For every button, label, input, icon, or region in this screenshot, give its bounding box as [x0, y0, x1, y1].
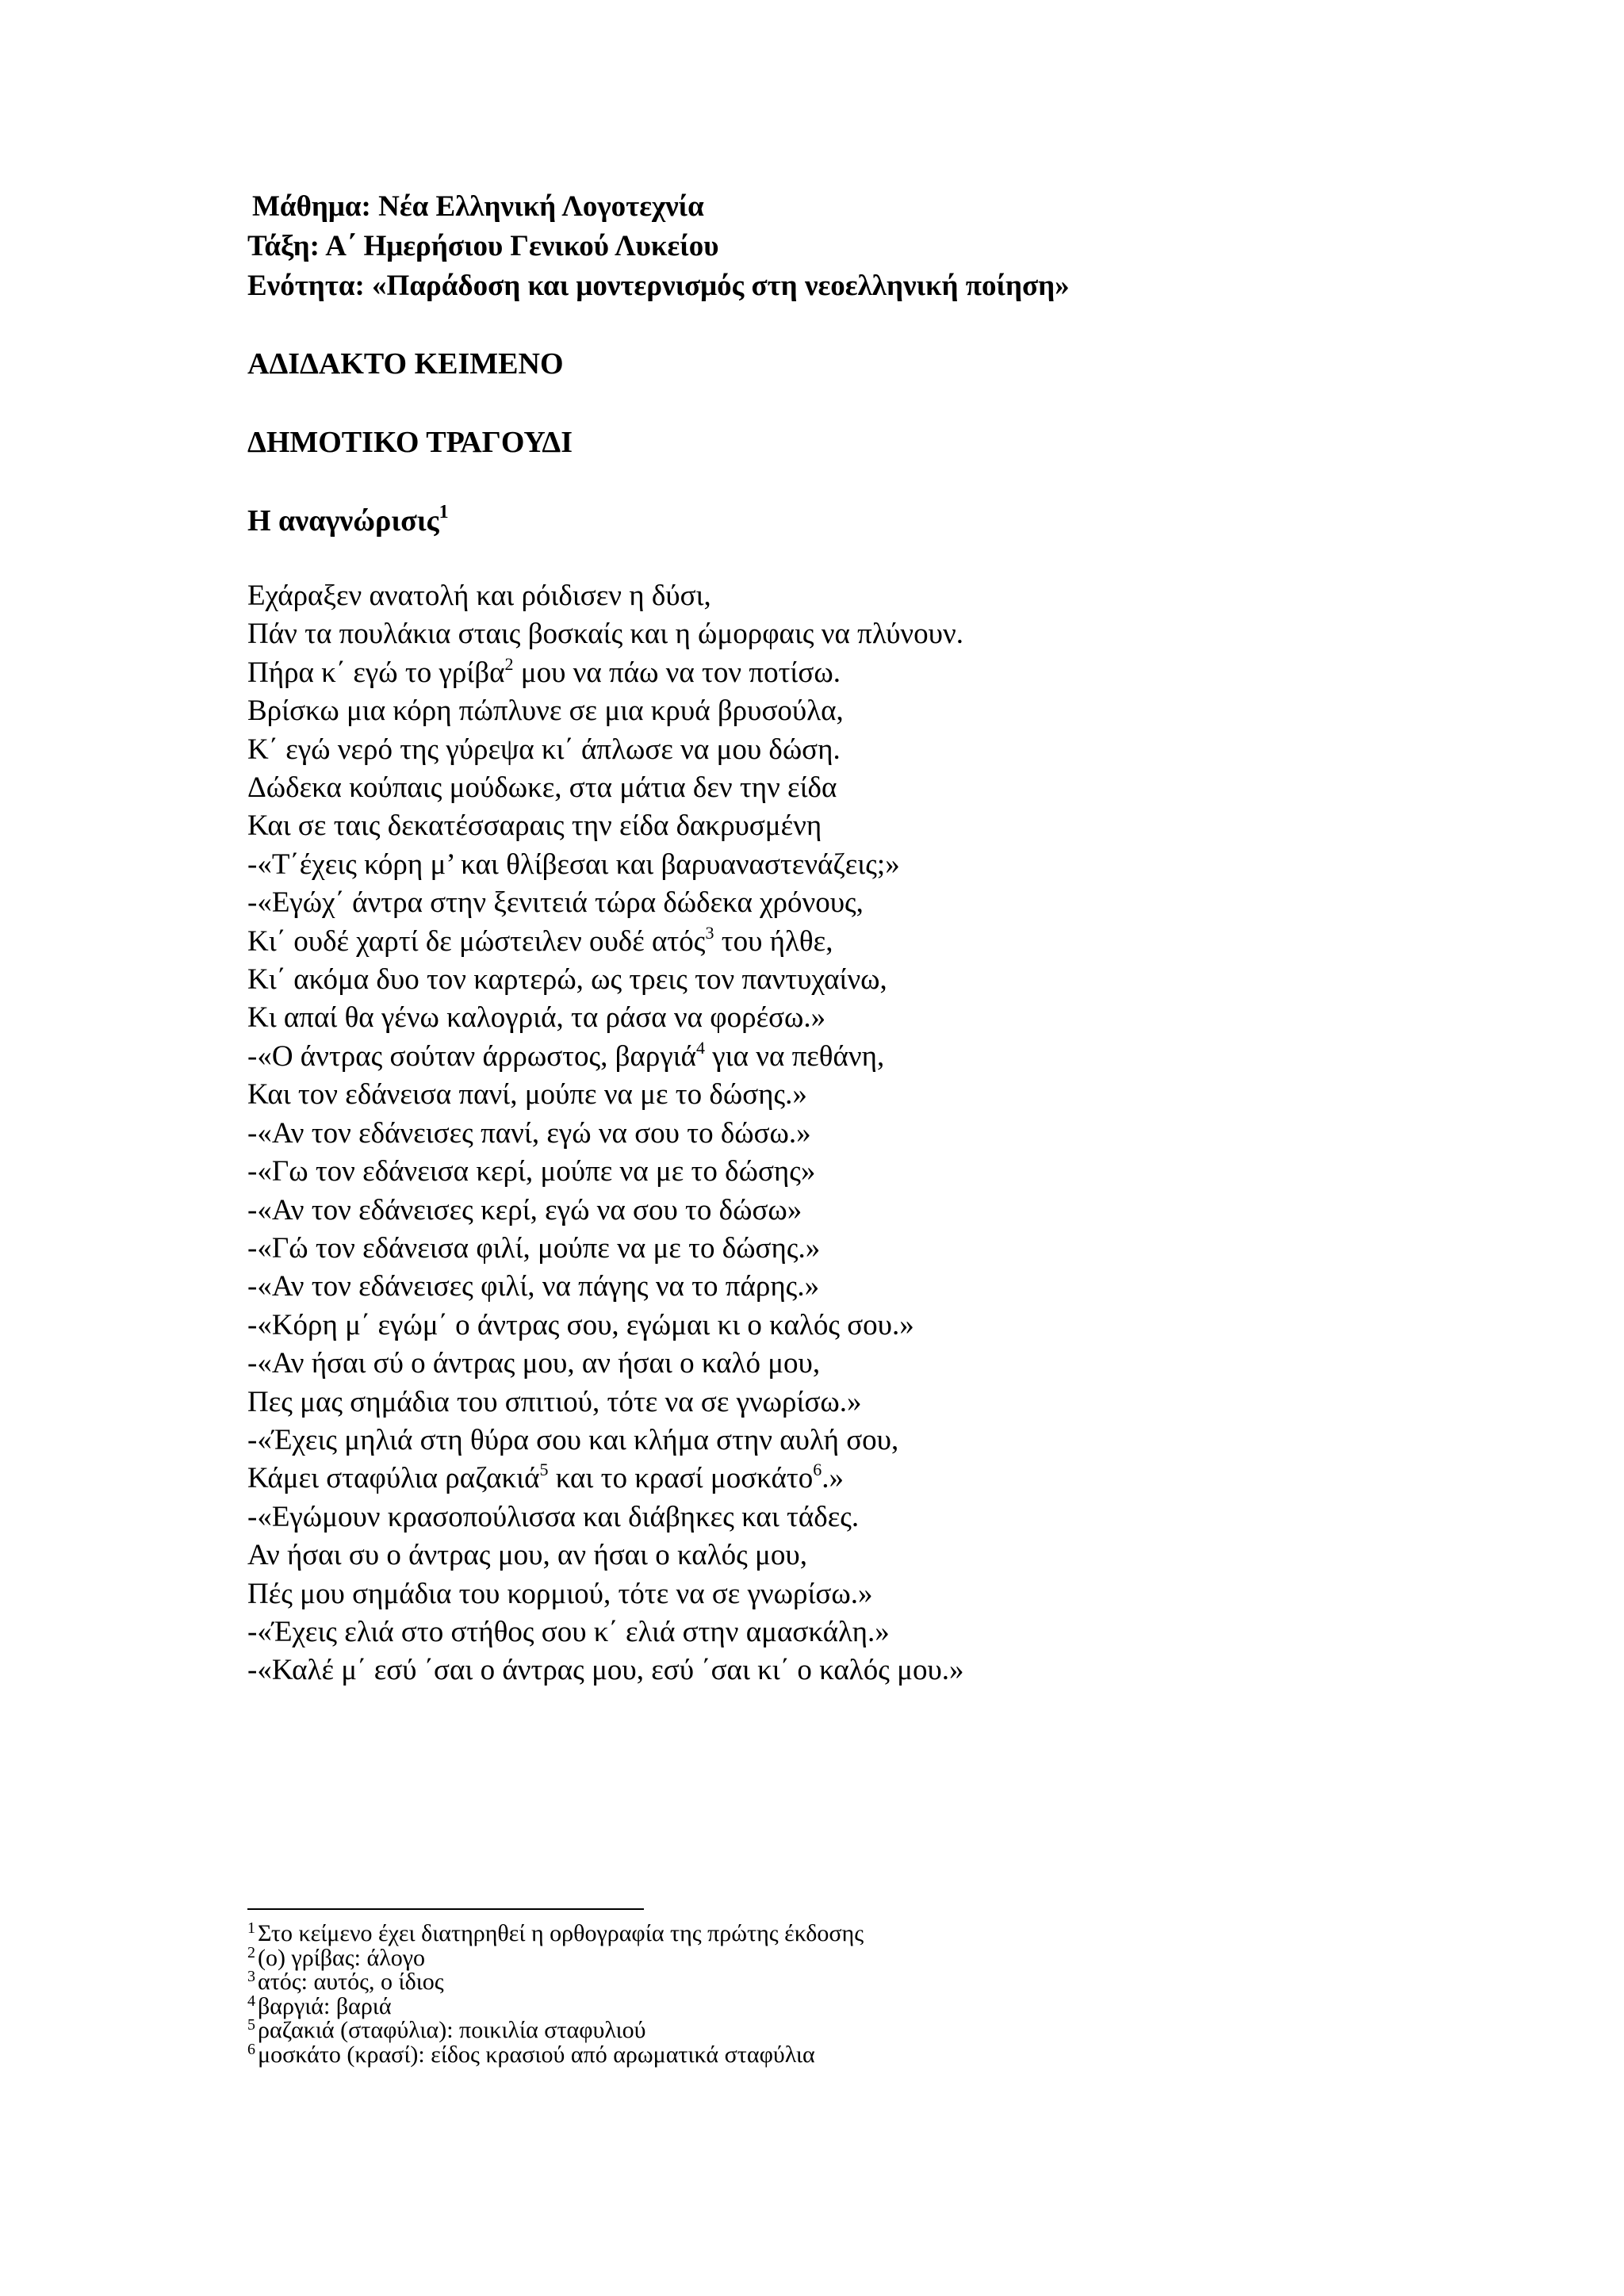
- poem-verse: [247, 1651, 964, 1689]
- verse-text: Κι απαί θα γένω καλογριά, τα ράσα να φορέσω.»: [247, 1001, 826, 1035]
- footnote-reference: 4: [696, 1037, 706, 1058]
- verse-text: Εχάραξεν ανατολή και ρόιδισεν η δύσι,: [247, 580, 711, 612]
- verse-text: Δώδεκα κούπαις μούδωκε, στα μάτια δεν την είδα: [247, 771, 837, 805]
- verse-text: -«Αν τον εδάνεισες φιλί, να πάγης να το πάρης.»: [247, 1270, 820, 1303]
- poem-verse: [247, 654, 964, 692]
- footnote-number: 6: [247, 2040, 255, 2058]
- document-header: [247, 187, 1070, 306]
- poem-verse: [247, 999, 964, 1037]
- verse-text: Και τον εδάνεισα πανί, μούπε να με το δώσης.»: [247, 1078, 807, 1112]
- verse-text: -«Έχεις ελιά στο στήθος σου κ΄ ελιά στην αμασκάλη.»: [247, 1615, 890, 1648]
- verse-text: Πήρα κ΄ εγώ το γρίβα: [247, 656, 505, 689]
- poem-verse: [247, 1153, 964, 1191]
- poem-verse: [247, 769, 964, 807]
- poem-verse: [247, 961, 964, 999]
- footnote-reference: 1: [439, 502, 449, 522]
- footnote-text: μοσκάτο (κρασί): είδος κρασιού από αρωματικά σταφύλια: [258, 2041, 815, 2068]
- poem-verse: [247, 1460, 964, 1498]
- footnote-item: [247, 2040, 864, 2068]
- verse-text: -«Εγώμουν κρασοπούλισσα και διάβηκες και τάδες.: [247, 1500, 860, 1533]
- poem-verse: [247, 807, 964, 845]
- folk-song-heading: ΔΗΜΟΤΙΚΟ ΤΡΑΓΟΥΔΙ: [247, 426, 573, 459]
- footnote-item: [247, 1970, 864, 1995]
- footnote-text: Στο κείμενο έχει διατηρηθεί η ορθογραφία της πρώτης έκδοσης: [258, 1920, 864, 1946]
- footnote-text: ραζακιά (σταφύλια): ποικιλία σταφυλιού: [258, 2017, 646, 2043]
- footnote-reference: 6: [813, 1460, 822, 1480]
- verse-text: Κάμει σταφύλια ραζακιά: [247, 1462, 540, 1495]
- verse-text: -«Αν τον εδάνεισες κερί, εγώ να σου το δώσω»: [247, 1193, 802, 1226]
- verse-text: -«Εγώχ΄ άντρα στην ξενιτειά τώρα δώδεκα χρόνους,: [247, 886, 864, 920]
- footnote-text: (ο) γρίβας: άλογο: [258, 1944, 425, 1971]
- poem-verse: [247, 846, 964, 884]
- verse-text: -«Κόρη μ΄ εγώμ΄ ο άντρας σου, εγώμαι κι ο καλός σου.»: [247, 1308, 914, 1341]
- footnote-number: 3: [247, 1968, 255, 1985]
- footnote-separator: [247, 1908, 644, 1910]
- poem-verse: [247, 1536, 964, 1575]
- footnote-item: [247, 1919, 864, 1946]
- poem-verse: [247, 692, 964, 730]
- poem-verse: [247, 923, 964, 961]
- footnote-reference: 5: [539, 1460, 549, 1480]
- footnote-item: [247, 2016, 864, 2043]
- grade-line: Τάξη: Α΄ Ημερήσιου Γενικού Λυκείου: [247, 230, 719, 262]
- poem-verse: [247, 1383, 964, 1422]
- verse-text: Βρίσκω μια κόρη πώπλυνε σε μια κρυά βρυσούλα,: [247, 695, 844, 728]
- poem-title-text: Η αναγνώρισις: [247, 504, 439, 538]
- verse-text: Κ΄ εγώ νερό της γύρεψα κι΄ άπλωσε να μου δώση.: [247, 733, 841, 766]
- unit-line: Ενότητα: «Παράδοση και μοντερνισμός στη νεοελληνική ποίηση»: [247, 270, 1070, 302]
- footnote-reference: 2: [504, 653, 514, 674]
- footnote-number: 1: [247, 1919, 255, 1937]
- poem-verse: [247, 615, 964, 653]
- verse-text: -«Γω τον εδάνεισα κερί, μούπε να με το δώσης»: [247, 1155, 816, 1188]
- verse-text: Κι΄ ακόμα δυο τον καρτερώ, ως τρεις τον παντυχαίνω,: [247, 963, 887, 997]
- footnote-number: 5: [247, 2016, 255, 2034]
- verse-text: Και σε ταις δεκατέσσαραις την είδα δακρυσμένη: [247, 809, 822, 843]
- poem-verse: [247, 1575, 964, 1613]
- verse-text: -«Γώ τον εδάνεισα φιλί, μούπε να με το δώσης.»: [247, 1231, 821, 1265]
- poem-verse: [247, 1345, 964, 1383]
- verse-text: Πάν τα πουλάκια σταις βοσκαίς και η ώμορφαις να πλύνουν.: [247, 618, 963, 651]
- footnote-reference: 3: [705, 922, 714, 943]
- verse-text: -«Καλέ μ΄ εσύ ΄σαι ο άντρας μου, εσύ ΄σαι κι΄ ο καλός μου.»: [247, 1654, 964, 1687]
- verse-text: μου να πάω να τον ποτίσω.: [513, 656, 841, 689]
- verse-text: του ήλθε,: [714, 924, 833, 958]
- verse-text: και το κρασί μοσκάτο: [548, 1462, 814, 1495]
- poem-verse: [247, 1230, 964, 1268]
- verse-text: .»: [822, 1462, 844, 1495]
- verse-text: -«Τ΄έχεις κόρη μ’ και θλίβεσαι και βαρυαναστενάζεις;»: [247, 848, 900, 881]
- poem-verse: [247, 1613, 964, 1651]
- verse-text: -«Ο άντρας σούταν άρρωστος, βαργιά: [247, 1039, 697, 1073]
- poem-verse: [247, 1192, 964, 1230]
- footnote-text: ατός: αυτός, ο ίδιος: [258, 1969, 444, 1995]
- poem-verse: [247, 1076, 964, 1114]
- poem-verse: [247, 1307, 964, 1345]
- poem-verse: [247, 1268, 964, 1306]
- footnote-item: [247, 1943, 864, 1971]
- verse-text: για να πεθάνη,: [705, 1039, 885, 1073]
- verse-text: Αν ήσαι συ ο άντρας μου, αν ήσαι ο καλός μου,: [247, 1539, 807, 1572]
- footnote-text: βαργιά: βαριά: [258, 1992, 392, 2019]
- footnote-number: 4: [247, 1992, 255, 2010]
- poem-verse: [247, 731, 964, 769]
- verse-text: Πες μας σημάδια του σπιτιού, τότε να σε γνωρίσω.»: [247, 1385, 862, 1418]
- poem-verse: [247, 1115, 964, 1153]
- verse-text: Κι΄ ουδέ χαρτί δε μώστειλεν ουδέ ατός: [247, 924, 706, 958]
- poem-verse: [247, 884, 964, 922]
- verse-text: -«Αν τον εδάνεισες πανί, εγώ να σου το δώσω.»: [247, 1116, 811, 1150]
- verse-text: -«Έχεις μηλιά στη θύρα σου και κλήμα στην αυλή σου,: [247, 1423, 899, 1456]
- poem-verse: [247, 577, 964, 615]
- footnote-item: [247, 1992, 864, 2019]
- verse-text: Πές μου σημάδια του κορμιού, τότε να σε γνωρίσω.»: [247, 1577, 873, 1610]
- footnotes: [247, 1919, 864, 2068]
- poem-verse: [247, 1498, 964, 1536]
- footnote-number: 2: [247, 1943, 255, 1961]
- subject-line: Μάθημα: Νέα Ελληνική Λογοτεχνία: [252, 190, 704, 223]
- poem-title: [247, 501, 449, 545]
- verse-text: -«Αν ήσαι σύ ο άντρας μου, αν ήσαι ο καλό μου,: [247, 1347, 821, 1380]
- poem-verse: [247, 1038, 964, 1076]
- untaught-text-heading: ΑΔΙΔΑΚΤΟ ΚΕΙΜΕΝΟ: [247, 347, 564, 381]
- poem-body: [247, 577, 964, 1690]
- poem-verse: [247, 1422, 964, 1460]
